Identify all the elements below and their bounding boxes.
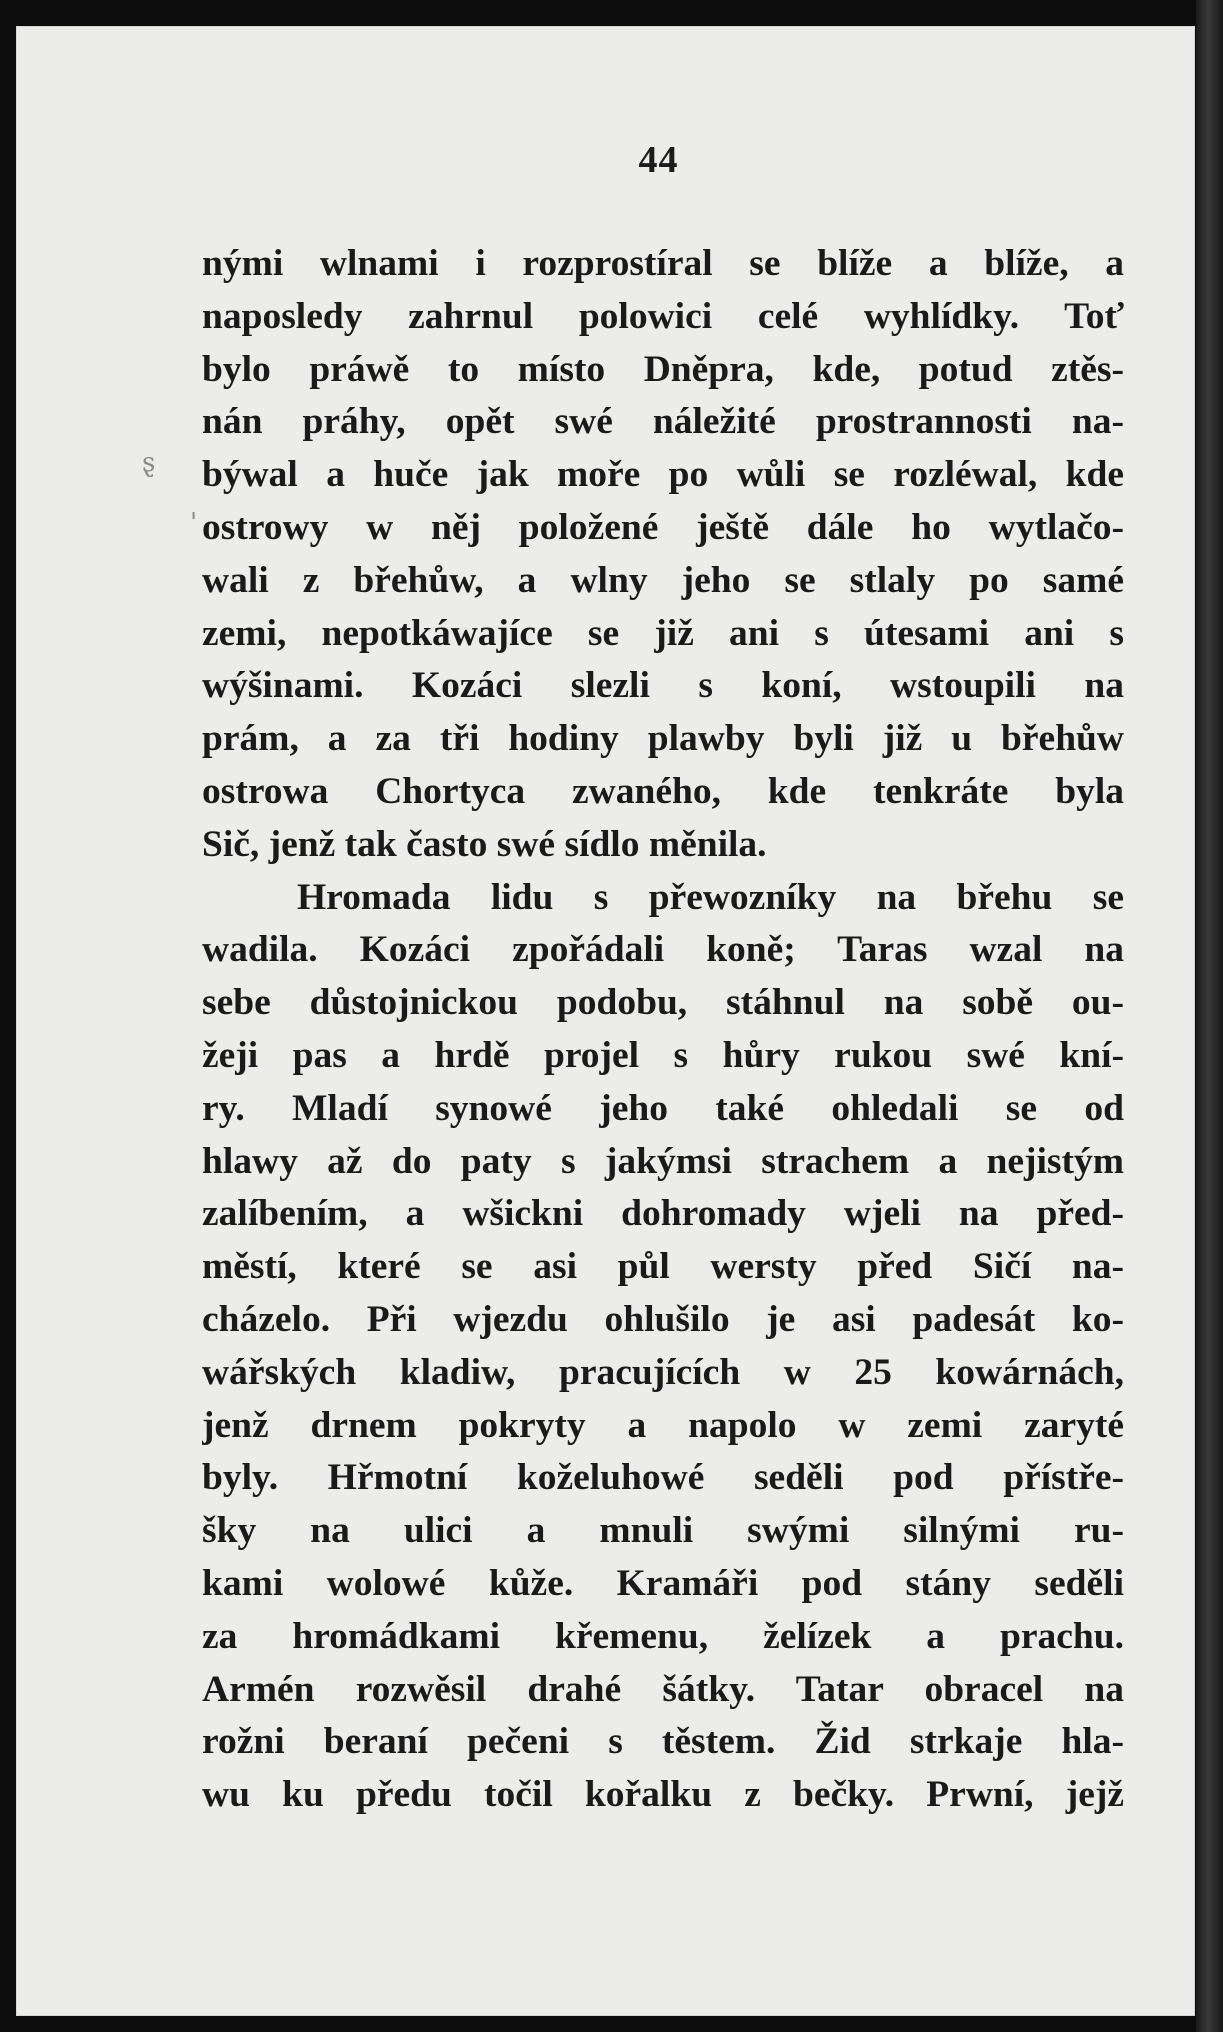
- paragraph-end-line: Sič, jenž tak často swé sídlo měnila.: [202, 823, 767, 865]
- text-line: wu ku předu točil kořalku z bečky. Prwní, jejž: [202, 1774, 1124, 1816]
- text-line: bylo práwě to místo Dněpra, kde, potud ztěs-: [202, 348, 1124, 390]
- text-line: wadila. Kozáci zpořádali koně; Taras wzal na: [202, 929, 1124, 971]
- text-line: wali z břehůw, a wlny jeho se stlaly po samé: [202, 559, 1124, 601]
- text-line: žeji pas a hrdě projel s hůry rukou swé kní-: [202, 1034, 1124, 1076]
- text-line: za hromádkami křemenu, želízek a prachu.: [202, 1615, 1124, 1657]
- text-line: wýšinami. Kozáci slezli s koní, wstoupili na: [202, 665, 1124, 707]
- text-line: hlawy až do paty s jakýmsi strachem a nejistým: [202, 1140, 1124, 1182]
- text-line: sebe důstojnickou podobu, stáhnul na sobě ou-: [202, 982, 1124, 1024]
- text-line: byly. Hřmotní koželuhowé seděli pod přístře-: [202, 1457, 1124, 1499]
- page-number: 44: [638, 139, 679, 181]
- margin-mark: ȿ: [142, 448, 156, 478]
- text-line: Armén rozwěsil drahé šátky. Tatar obracel na: [202, 1668, 1124, 1710]
- text-line: nán práhy, opět swé náležité prostrannosti na-: [202, 401, 1124, 443]
- text-line: prám, a za tři hodiny plawby byli již u břehůw: [202, 718, 1124, 760]
- text-line: kami wolowé kůže. Kramáři pod stány seděli: [202, 1562, 1124, 1604]
- page-edge: [1196, 0, 1223, 2032]
- text-line: ry. Mladí synowé jeho také ohledali se od: [202, 1087, 1124, 1129]
- margin-mark: ': [190, 508, 198, 538]
- text-line: wářských kladiw, pracujících w 25 kowárnách,: [202, 1351, 1124, 1393]
- text-line: jenž drnem pokryty a napolo w zemi zaryté: [202, 1404, 1124, 1446]
- body-text: [202, 238, 1124, 1822]
- text-line: zemi, nepotkáwajíce se již ani s útesami ani s: [202, 612, 1124, 654]
- text-line: cházelo. Při wjezdu ohlušilo je asi padesát ko-: [202, 1298, 1124, 1340]
- paragraph-start-line: Hromada lidu s přewozníky na břehu se: [297, 876, 1124, 918]
- text-line: rožni beraní pečeni s těstem. Žid strkaje hla-: [202, 1721, 1124, 1763]
- text-line: ostrowa Chortyca zwaného, kde tenkráte byla: [202, 770, 1124, 812]
- text-line: šky na ulici a mnuli swými silnými ru-: [202, 1510, 1124, 1552]
- text-line: nými wlnami i rozprostíral se blíže a blíže, a: [202, 243, 1124, 284]
- text-line: býwal a huče jak moře po wůli se rozléwal, kde: [202, 454, 1124, 496]
- text-line: naposledy zahrnul polowici celé wyhlídky. Toť: [202, 295, 1124, 337]
- text-line: zalíbením, a wšickni dohromady wjeli na před-: [202, 1193, 1124, 1235]
- text-line: ostrowy w něj položené ještě dále ho wytlačo-: [202, 506, 1124, 548]
- text-line: městí, které se asi půl wersty před Sičí na-: [202, 1246, 1124, 1288]
